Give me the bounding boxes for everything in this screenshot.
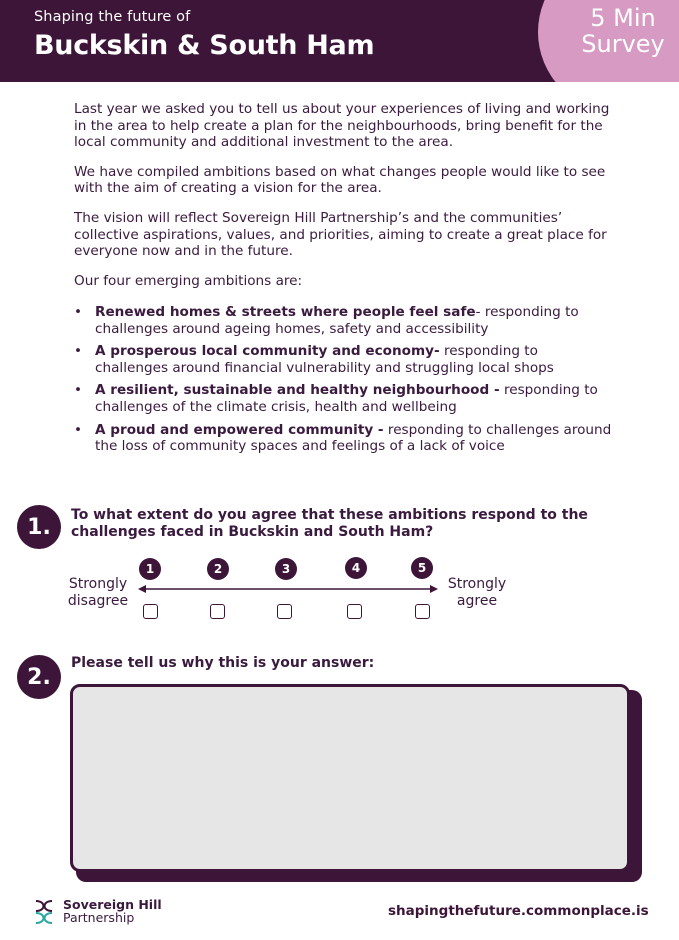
- question-1-text: To what extent do you agree that these ambitions respond to the challenges faced in Buckskin and South Ham?: [71, 507, 588, 540]
- question-1-number: 1.: [17, 505, 61, 549]
- logo-line-1: Sovereign Hill: [63, 897, 162, 912]
- intro-paragraph-4: Our four emerging ambitions are:: [74, 272, 303, 289]
- badge-line-2: Survey: [581, 30, 665, 58]
- header-banner: [0, 0, 679, 82]
- scale-number-1: 1: [139, 558, 161, 580]
- question-2-number: 2.: [17, 655, 61, 699]
- bullet-dot: •: [74, 421, 83, 438]
- ambition-item: [74, 382, 614, 415]
- question-2-text: Please tell us why this is your answer:: [71, 655, 375, 671]
- intro-paragraph-3: The vision will reflect Sovereign Hill Partnership’s and the communities’ collective aspirations, values, and priorities, aiming to create a great place for everyone now and in the future.: [74, 209, 607, 260]
- partnership-logo-text: [63, 898, 162, 924]
- option-checkbox-2[interactable]: [210, 604, 225, 619]
- ambition-desc: responding to challenges around the loss of community spaces and feelings of a lack of voice: [95, 421, 612, 455]
- scale-number-3: 3: [275, 558, 297, 580]
- ambitions-list: [74, 304, 614, 461]
- scale-number-5: 5: [411, 557, 433, 579]
- bullet-dot: •: [74, 343, 83, 360]
- option-checkbox-1[interactable]: [143, 604, 158, 619]
- intro-paragraph-2: We have compiled ambitions based on what changes people would like to see with the aim of creating a vision for the area.: [74, 163, 606, 197]
- option-checkbox-4[interactable]: [347, 604, 362, 619]
- scale-right-label: Strongly agree: [447, 576, 507, 609]
- ambition-title: Renewed homes & streets where people feel safe: [95, 304, 476, 320]
- ambition-title: A proud and empowered community -: [95, 421, 384, 438]
- option-checkbox-3[interactable]: [277, 604, 292, 619]
- ambition-item: [74, 304, 614, 337]
- scale-number-2: 2: [207, 558, 229, 580]
- answer-text-area[interactable]: [70, 684, 630, 872]
- ambition-title: A prosperous local community and economy-: [95, 343, 440, 360]
- logo-line-2: Partnership: [63, 910, 135, 925]
- intro-paragraph-1: Last year we asked you to tell us about your experiences of living and working in the area to help create a plan for the neighbourhoods, bring benefit for the local community and additional investment to the area.: [74, 101, 610, 151]
- scale-arrow: [138, 582, 438, 596]
- intro-text: [74, 101, 614, 302]
- partnership-logo-icon: [32, 898, 56, 926]
- footer-url[interactable]: shapingthefuture.commonplace.is: [388, 903, 649, 919]
- ambition-item: [74, 343, 614, 376]
- ambition-desc: - responding to challenges around ageing homes, safety and accessibility: [95, 304, 579, 337]
- survey-badge-text: [560, 5, 679, 57]
- scale-number-4: 4: [345, 557, 367, 579]
- header-kicker: Shaping the future of: [34, 9, 191, 25]
- ambition-desc: responding to challenges of the climate crisis, health and wellbeing: [95, 382, 598, 415]
- bullet-dot: •: [74, 304, 83, 320]
- scale-left-label: Strongly disagree: [67, 576, 129, 609]
- page-title: Buckskin & South Ham: [34, 30, 375, 61]
- badge-line-1: 5 Min: [590, 4, 656, 32]
- ambition-desc: responding to challenges around financial vulnerability and struggling local shops: [95, 343, 554, 376]
- ambition-title: A resilient, sustainable and healthy neighbourhood -: [95, 382, 500, 399]
- option-checkbox-5[interactable]: [415, 604, 430, 619]
- bullet-dot: •: [74, 382, 83, 399]
- ambition-item: [74, 422, 614, 455]
